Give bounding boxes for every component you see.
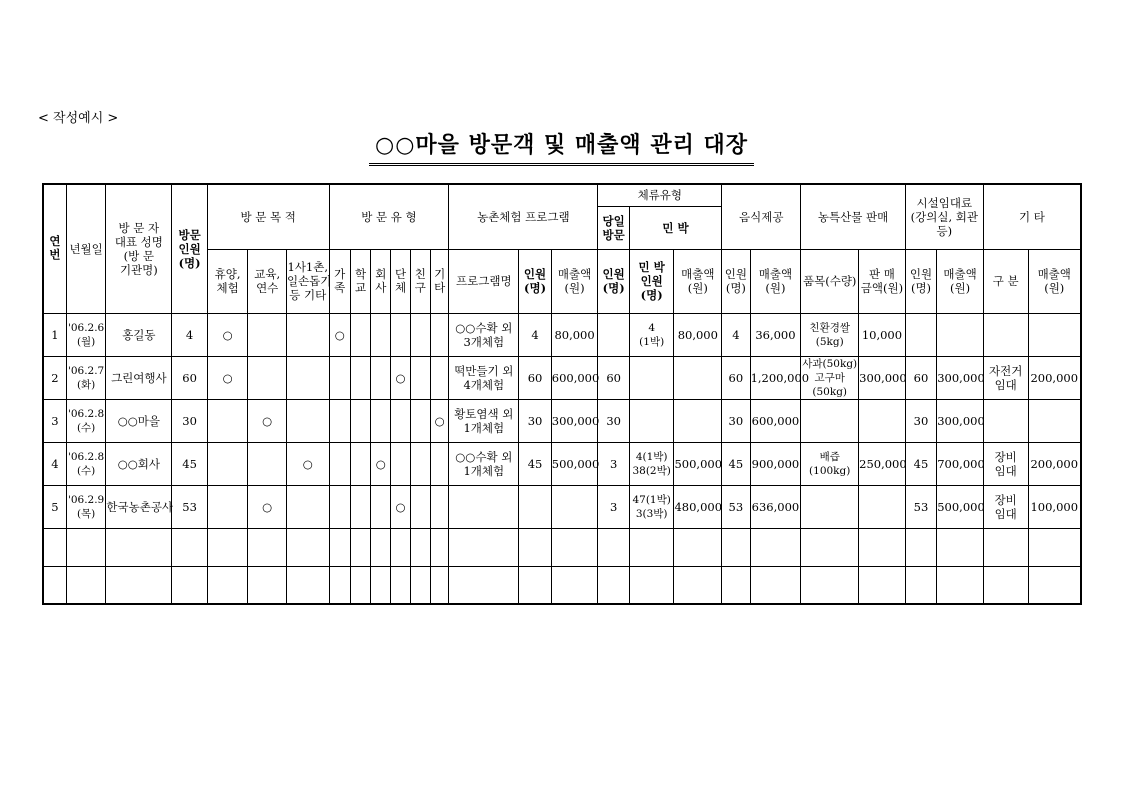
cell-t-group	[391, 528, 410, 566]
cell-t-company	[371, 566, 391, 604]
cell-day-people: 30	[598, 399, 629, 442]
cell-other-sales	[1028, 399, 1081, 442]
cell-other-sales	[1028, 528, 1081, 566]
page-title: ○○마을 방문객 및 매출액 관리 대장	[369, 128, 754, 166]
cell-headcount: 30	[172, 399, 208, 442]
cell-p-other	[286, 313, 329, 356]
cell-t-family	[329, 566, 350, 604]
cell-t-etc	[430, 528, 448, 566]
header-food-sales: 매출액 (원)	[750, 249, 801, 313]
cell-t-friend	[410, 442, 430, 485]
cell-prog-name	[449, 485, 519, 528]
header-produce-item: 품목(수량)	[801, 249, 859, 313]
cell-food-sales: 636,000	[750, 485, 801, 528]
cell-fac-people: 45	[905, 442, 936, 485]
blank-row	[43, 528, 1081, 566]
cell-t-friend	[410, 566, 430, 604]
cell-p-edu	[248, 356, 287, 399]
header-type-group: 단체	[391, 249, 410, 313]
header-type-school: 학교	[350, 249, 370, 313]
cell-t-family	[329, 399, 350, 442]
cell-night-people	[629, 528, 674, 566]
cell-prog-people	[519, 566, 551, 604]
cell-visitor: 그린여행사	[106, 356, 172, 399]
cell-day-people	[598, 528, 629, 566]
cell-t-company	[371, 313, 391, 356]
cell-other-sales: 100,000	[1028, 485, 1081, 528]
cell-night-people	[629, 399, 674, 442]
cell-prog-people: 4	[519, 313, 551, 356]
cell-other-sales: 200,000	[1028, 442, 1081, 485]
cell-p-edu: ○	[248, 399, 287, 442]
cell-food-sales	[750, 566, 801, 604]
example-label: < 작성예시 >	[38, 111, 119, 126]
cell-food-sales: 900,000	[750, 442, 801, 485]
cell-night-sales: 80,000	[674, 313, 722, 356]
cell-no: 3	[43, 399, 66, 442]
cell-prog-sales: 500,000	[551, 442, 598, 485]
cell-night-people	[629, 356, 674, 399]
header-stay-day-people: 인원 (명)	[598, 249, 629, 313]
cell-prog-name: 떡만들기 외 4개체험	[449, 356, 519, 399]
cell-t-school	[350, 313, 370, 356]
cell-other-type: 장비 임대	[983, 485, 1028, 528]
cell-date: '06.2.9 (목)	[66, 485, 106, 528]
cell-headcount: 45	[172, 442, 208, 485]
cell-prog-name: ○○수확 외 1개체험	[449, 442, 519, 485]
cell-prog-people	[519, 528, 551, 566]
cell-night-people: 4 (1박)	[629, 313, 674, 356]
cell-other-type: 자전거 임대	[983, 356, 1028, 399]
cell-fac-sales	[937, 313, 984, 356]
header-stay-night-sales: 매출액 (원)	[674, 249, 722, 313]
cell-prog-sales: 80,000	[551, 313, 598, 356]
cell-visitor: 홍길동	[106, 313, 172, 356]
cell-t-friend	[410, 399, 430, 442]
cell-prog-sales	[551, 566, 598, 604]
cell-other-sales	[1028, 313, 1081, 356]
cell-t-company: ○	[371, 442, 391, 485]
cell-date	[66, 566, 106, 604]
cell-date: '06.2.6 (월)	[66, 313, 106, 356]
cell-food-sales: 600,000	[750, 399, 801, 442]
header-purpose-edu: 교육, 연수	[248, 249, 287, 313]
cell-p-rest	[207, 485, 248, 528]
cell-other-type	[983, 528, 1028, 566]
cell-produce-item	[801, 485, 859, 528]
cell-p-rest	[207, 528, 248, 566]
cell-t-family	[329, 356, 350, 399]
cell-visitor: 한국농촌공사	[106, 485, 172, 528]
header-facility: 시설임대료 (강의실, 회관 등)	[905, 184, 983, 249]
cell-p-rest: ○	[207, 356, 248, 399]
cell-p-rest	[207, 399, 248, 442]
cell-produce-item: 배즙 (100kg)	[801, 442, 859, 485]
cell-food-people: 30	[722, 399, 750, 442]
cell-t-group: ○	[391, 485, 410, 528]
cell-food-people: 45	[722, 442, 750, 485]
cell-t-etc	[430, 442, 448, 485]
cell-produce-amount	[859, 566, 906, 604]
cell-t-family: ○	[329, 313, 350, 356]
cell-t-friend	[410, 356, 430, 399]
cell-t-company	[371, 485, 391, 528]
cell-fac-sales: 500,000	[937, 485, 984, 528]
header-purpose-other: 1사1촌, 일손돕기 등 기타	[286, 249, 329, 313]
cell-fac-people	[905, 528, 936, 566]
table-row	[43, 485, 1081, 528]
cell-food-people	[722, 566, 750, 604]
cell-other-sales	[1028, 566, 1081, 604]
header-visitor: 방 문 자 대표 성명 (방 문 기관명)	[106, 184, 172, 313]
cell-p-rest	[207, 566, 248, 604]
header-headcount: 방문 인원 (명)	[172, 184, 208, 313]
table-row	[43, 442, 1081, 485]
header-type-family: 가족	[329, 249, 350, 313]
header-program-sales: 매출액 (원)	[551, 249, 598, 313]
cell-fac-people: 60	[905, 356, 936, 399]
cell-p-other	[286, 528, 329, 566]
cell-fac-sales: 300,000	[937, 356, 984, 399]
header-other: 기 타	[983, 184, 1081, 249]
cell-no: 2	[43, 356, 66, 399]
table-row	[43, 399, 1081, 442]
cell-day-people	[598, 313, 629, 356]
header-purpose-rest: 휴양, 체험	[207, 249, 248, 313]
cell-t-friend	[410, 485, 430, 528]
cell-prog-sales: 300,000	[551, 399, 598, 442]
cell-p-edu	[248, 566, 287, 604]
cell-visitor	[106, 528, 172, 566]
cell-day-people	[598, 566, 629, 604]
cell-t-group: ○	[391, 356, 410, 399]
cell-other-sales: 200,000	[1028, 356, 1081, 399]
cell-no	[43, 566, 66, 604]
header-produce: 농특산물 판매	[801, 184, 905, 249]
cell-p-other	[286, 356, 329, 399]
cell-t-school	[350, 485, 370, 528]
header-produce-amount: 판 매 금액(원)	[859, 249, 906, 313]
cell-headcount: 53	[172, 485, 208, 528]
cell-t-group	[391, 566, 410, 604]
cell-night-sales	[674, 356, 722, 399]
cell-day-people: 3	[598, 485, 629, 528]
cell-fac-people	[905, 566, 936, 604]
cell-produce-item: 친환경쌀 (5kg)	[801, 313, 859, 356]
cell-no: 4	[43, 442, 66, 485]
cell-t-group	[391, 399, 410, 442]
cell-visitor: ○○마을	[106, 399, 172, 442]
cell-night-sales: 500,000	[674, 442, 722, 485]
header-stay-night: 민 박	[629, 206, 721, 249]
cell-night-people	[629, 566, 674, 604]
cell-p-other: ○	[286, 442, 329, 485]
cell-fac-sales: 700,000	[937, 442, 984, 485]
cell-p-edu: ○	[248, 485, 287, 528]
cell-produce-item	[801, 399, 859, 442]
header-type-etc: 기타	[430, 249, 448, 313]
cell-headcount: 4	[172, 313, 208, 356]
header-other-sales: 매출액 (원)	[1028, 249, 1081, 313]
cell-visitor: ○○회사	[106, 442, 172, 485]
cell-t-group	[391, 313, 410, 356]
cell-fac-people	[905, 313, 936, 356]
cell-prog-name: 황토염색 외 1개체험	[449, 399, 519, 442]
cell-t-friend	[410, 313, 430, 356]
cell-day-people: 3	[598, 442, 629, 485]
cell-p-other	[286, 566, 329, 604]
cell-other-type	[983, 399, 1028, 442]
cell-headcount: 60	[172, 356, 208, 399]
cell-food-sales: 36,000	[750, 313, 801, 356]
cell-prog-people	[519, 485, 551, 528]
cell-prog-people: 45	[519, 442, 551, 485]
cell-food-people: 60	[722, 356, 750, 399]
cell-other-type	[983, 313, 1028, 356]
cell-t-school	[350, 356, 370, 399]
cell-prog-people: 60	[519, 356, 551, 399]
cell-night-sales	[674, 566, 722, 604]
cell-produce-amount: 250,000	[859, 442, 906, 485]
cell-food-people	[722, 528, 750, 566]
cell-no: 1	[43, 313, 66, 356]
header-stay-night-people: 민 박 인원(명)	[629, 249, 674, 313]
blank-row	[43, 566, 1081, 604]
cell-t-school	[350, 399, 370, 442]
cell-other-type	[983, 566, 1028, 604]
cell-prog-sales	[551, 528, 598, 566]
cell-t-etc	[430, 356, 448, 399]
cell-p-rest	[207, 442, 248, 485]
cell-date: '06.2.8 (수)	[66, 399, 106, 442]
cell-fac-people: 30	[905, 399, 936, 442]
cell-p-other	[286, 485, 329, 528]
cell-prog-name	[449, 528, 519, 566]
cell-produce-amount	[859, 528, 906, 566]
cell-food-people: 4	[722, 313, 750, 356]
header-program-name: 프로그램명	[449, 249, 519, 313]
header-food-people: 인원 (명)	[722, 249, 750, 313]
header-facility-people: 인원 (명)	[905, 249, 936, 313]
cell-prog-name	[449, 566, 519, 604]
cell-p-rest: ○	[207, 313, 248, 356]
cell-prog-people: 30	[519, 399, 551, 442]
header-program: 농촌체험 프로그램	[449, 184, 598, 249]
header-visit-type: 방 문 유 형	[329, 184, 449, 249]
header-type-friend: 친구	[410, 249, 430, 313]
cell-prog-sales	[551, 485, 598, 528]
header-stay-type: 체류유형	[598, 184, 722, 206]
cell-other-type: 장비 임대	[983, 442, 1028, 485]
cell-t-etc	[430, 485, 448, 528]
cell-date: '06.2.7 (화)	[66, 356, 106, 399]
cell-t-etc	[430, 313, 448, 356]
header-no: 연번	[43, 184, 66, 313]
cell-fac-sales: 300,000	[937, 399, 984, 442]
cell-night-people: 4(1박) 38(2박)	[629, 442, 674, 485]
cell-headcount	[172, 566, 208, 604]
cell-prog-name: ○○수확 외 3개체험	[449, 313, 519, 356]
cell-night-sales	[674, 528, 722, 566]
header-type-company: 회사	[371, 249, 391, 313]
header-stay-day: 당일 방문	[598, 206, 629, 249]
cell-visitor	[106, 566, 172, 604]
cell-food-sales	[750, 528, 801, 566]
cell-produce-amount	[859, 399, 906, 442]
cell-prog-sales: 600,000	[551, 356, 598, 399]
cell-p-edu	[248, 442, 287, 485]
cell-produce-amount: 10,000	[859, 313, 906, 356]
cell-t-school	[350, 442, 370, 485]
header-food: 음식제공	[722, 184, 801, 249]
header-purpose: 방 문 목 적	[207, 184, 329, 249]
cell-t-group	[391, 442, 410, 485]
cell-food-people: 53	[722, 485, 750, 528]
header-other-type: 구 분	[983, 249, 1028, 313]
cell-night-sales: 480,000	[674, 485, 722, 528]
cell-produce-item	[801, 566, 859, 604]
cell-fac-sales	[937, 566, 984, 604]
cell-produce-amount	[859, 485, 906, 528]
cell-day-people: 60	[598, 356, 629, 399]
cell-night-people: 47(1박) 3(3박)	[629, 485, 674, 528]
cell-t-family	[329, 442, 350, 485]
cell-produce-item: 사과(50kg) 고구마(50kg)	[802, 357, 858, 398]
header-date: 년월일	[66, 184, 106, 313]
visitor-sales-register-table	[42, 183, 1082, 605]
cell-t-school	[350, 566, 370, 604]
cell-p-other	[286, 399, 329, 442]
cell-no: 5	[43, 485, 66, 528]
cell-night-sales	[674, 399, 722, 442]
cell-t-company	[371, 528, 391, 566]
cell-date	[66, 528, 106, 566]
cell-fac-people: 53	[905, 485, 936, 528]
cell-date: '06.2.8 (수)	[66, 442, 106, 485]
cell-p-edu	[248, 313, 287, 356]
cell-no	[43, 528, 66, 566]
cell-t-family	[329, 485, 350, 528]
header-program-people: 인원 (명)	[519, 249, 551, 313]
cell-food-sales: 1,200,000	[750, 356, 801, 399]
cell-p-edu	[248, 528, 287, 566]
cell-headcount	[172, 528, 208, 566]
cell-t-family	[329, 528, 350, 566]
cell-t-school	[350, 528, 370, 566]
cell-t-company	[371, 356, 391, 399]
cell-t-etc	[430, 566, 448, 604]
table-row	[43, 313, 1081, 356]
cell-produce-item	[801, 528, 859, 566]
table-row	[43, 356, 1081, 399]
cell-t-company	[371, 399, 391, 442]
cell-t-etc: ○	[430, 399, 448, 442]
header-facility-sales: 매출액 (원)	[937, 249, 984, 313]
cell-produce-amount: 300,000	[859, 356, 906, 399]
cell-fac-sales	[937, 528, 984, 566]
cell-t-friend	[410, 528, 430, 566]
